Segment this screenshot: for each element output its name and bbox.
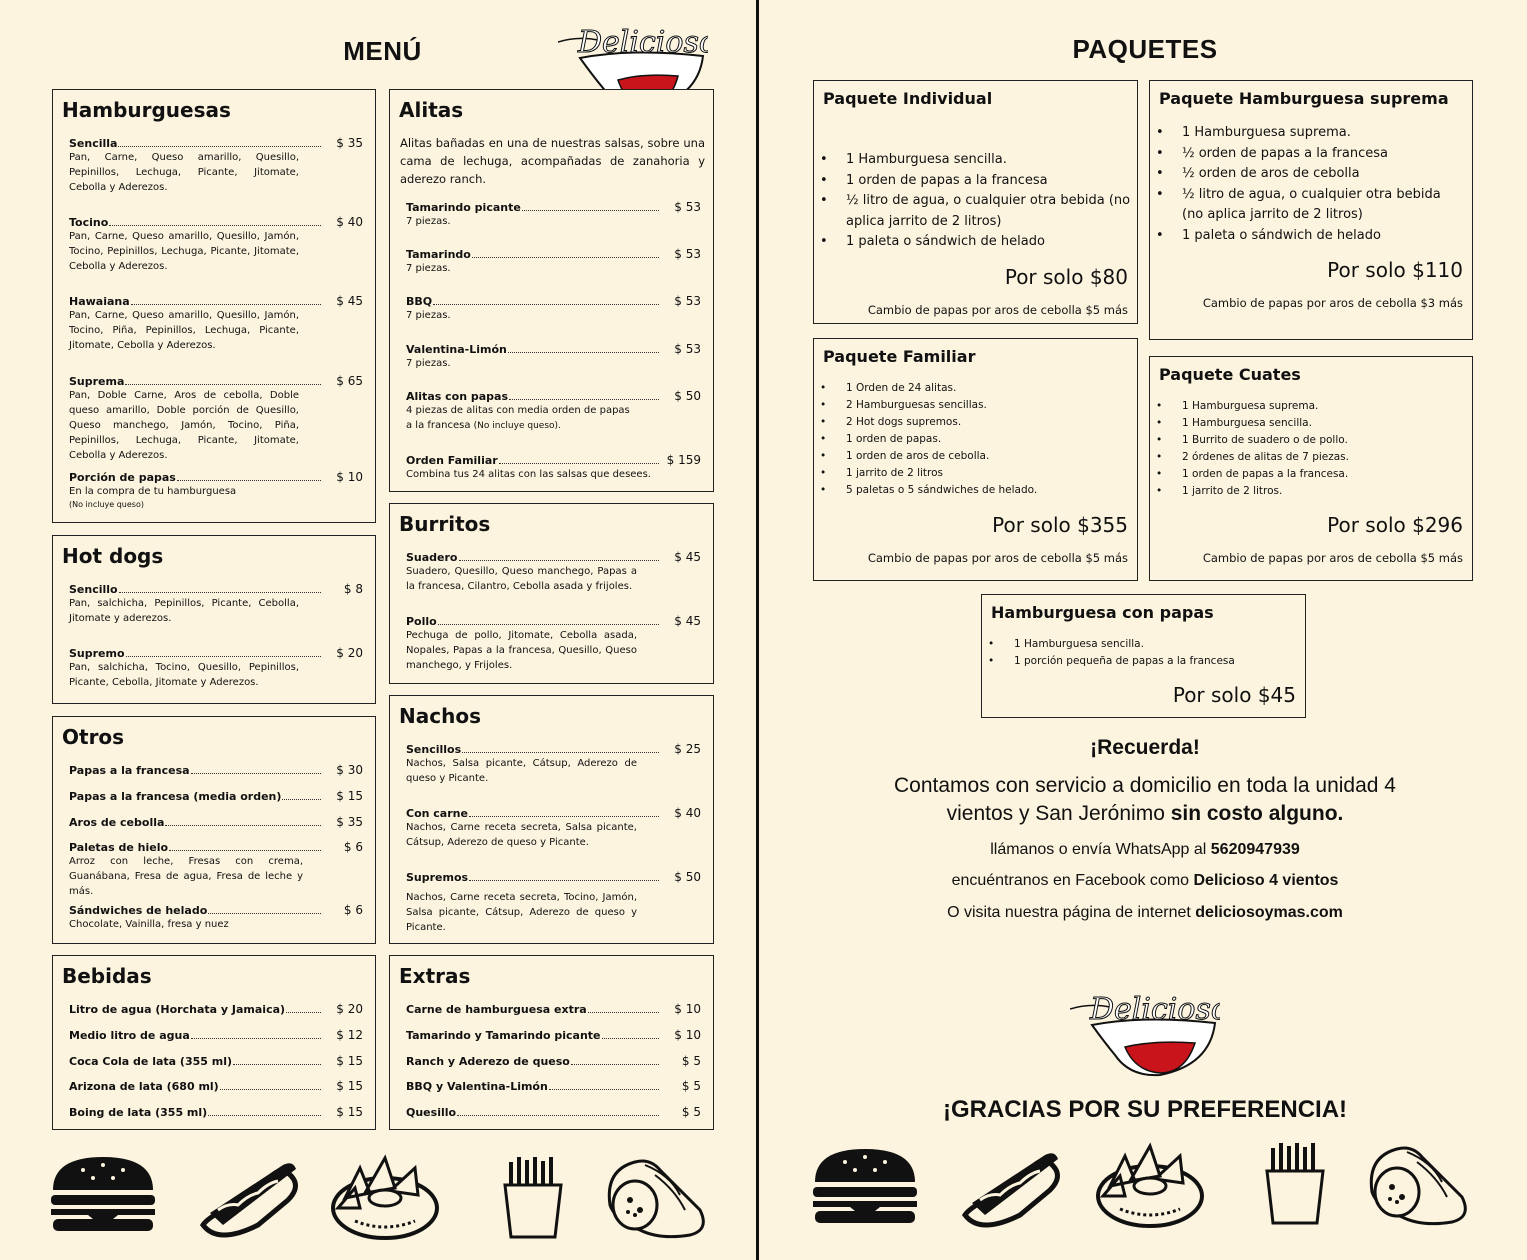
alitas-intro: Alitas bañadas en una de nuestras salsas, sobre una cama de lechuga, acompañadas de zanahoria y aderezo ranch. bbox=[400, 136, 705, 186]
paquete-list-item: • 1 Hamburguesa sencilla. bbox=[814, 150, 1131, 171]
paquete-note: Cambio de papas por aros de cebolla $3 más bbox=[1202, 296, 1463, 310]
burger-icon bbox=[813, 1149, 917, 1223]
item-price: $ 12 bbox=[336, 1028, 363, 1042]
paquete-title: Paquete Cuates bbox=[1159, 365, 1301, 384]
contact-phone-line: llámanos o envía WhatsApp al 5620947939 bbox=[990, 841, 1300, 858]
menu-item bbox=[69, 646, 363, 690]
item-desc: Pechuga de pollo, Jitomate, Cebolla asada, Nopales, Papas a la francesa, Quesillo, Queso manchego, y Frijoles. bbox=[406, 630, 637, 671]
item-name: Tamarindo picante bbox=[406, 201, 521, 214]
section-title-alitas: Alitas bbox=[399, 98, 464, 122]
item-desc: Chocolate, Vainilla, fresa y nuez bbox=[69, 919, 229, 930]
facebook-name: Delicioso 4 vientos bbox=[1193, 872, 1339, 889]
menu-item bbox=[406, 1028, 701, 1042]
paquete-note: Cambio de papas por aros de cebolla $5 más bbox=[867, 551, 1128, 565]
food-icons-right bbox=[810, 1137, 1480, 1242]
item-price: $ 45 bbox=[336, 294, 363, 308]
item-note: (No incluye queso) bbox=[69, 500, 144, 509]
paquete-list bbox=[814, 380, 1131, 499]
item-desc: 7 piezas. bbox=[406, 263, 451, 274]
menu-item bbox=[69, 1105, 363, 1119]
item-name: Aros de cebolla bbox=[69, 816, 165, 829]
item-name: Coca Cola de lata (355 ml) bbox=[69, 1055, 233, 1068]
paquete-individual bbox=[813, 80, 1138, 324]
item-price: $ 15 bbox=[336, 1105, 363, 1119]
menu-item bbox=[406, 870, 701, 935]
paquete-price: Por solo $355 bbox=[992, 513, 1128, 537]
item-price: $ 53 bbox=[674, 342, 701, 356]
item-name: Suadero bbox=[406, 551, 458, 564]
menu-item bbox=[69, 789, 363, 803]
menu-item bbox=[406, 342, 701, 371]
paquete-list-item: • ½ orden de aros de cebolla bbox=[1150, 164, 1466, 185]
paquete-cuates bbox=[1149, 356, 1473, 581]
fries-icon bbox=[505, 1157, 561, 1237]
menu-item bbox=[69, 1002, 363, 1016]
paquete-familiar bbox=[813, 338, 1138, 581]
item-desc: Pan, salchicha, Tocino, Quesillo, Pepinillos, Picante, Cebolla, Jitomate y Aderezos. bbox=[69, 662, 299, 688]
item-desc: 4 piezas de alitas con media orden de papas a la francesa (No incluye queso). bbox=[406, 405, 630, 431]
item-price: $ 50 bbox=[674, 389, 701, 403]
item-name: Tamarindo y Tamarindo picante bbox=[406, 1029, 601, 1042]
section-bebidas bbox=[52, 955, 376, 1130]
item-price: $ 5 bbox=[681, 1054, 701, 1068]
contact-web-line: O visita nuestra página de internet deliciosoymas.com bbox=[947, 904, 1343, 921]
paquete-list-item: • 2 órdenes de alitas de 7 piezas. bbox=[1150, 449, 1466, 466]
item-name: Paletas de hielo bbox=[69, 841, 169, 854]
paquete-list-item: • 1 Burrito de suadero o de pollo. bbox=[1150, 432, 1466, 449]
recuerda-heading: ¡Recuerda! bbox=[1090, 736, 1200, 759]
section-title-otros: Otros bbox=[62, 725, 125, 749]
item-name: Sencillo bbox=[69, 583, 118, 596]
item-name: Porción de papas bbox=[69, 471, 176, 484]
item-name: Medio litro de agua bbox=[69, 1029, 190, 1042]
burrito-icon bbox=[609, 1161, 703, 1237]
paquete-title: Paquete Individual bbox=[823, 89, 993, 108]
item-price: $ 15 bbox=[336, 789, 363, 803]
item-desc: Pan, Carne, Queso amarillo, Quesillo, Jamón, Tocino, Pepinillos, Lechuga, Picante, Jitomate, Cebolla y Aderezos. bbox=[69, 231, 299, 272]
menu-item bbox=[406, 1105, 701, 1119]
paquete-list bbox=[1150, 398, 1466, 500]
paquete-list-item: • 1 porción pequeña de papas a la francesa bbox=[982, 653, 1299, 670]
paquete-list-item: • ½ litro de agua, o cualquier otra bebida (no aplica jarrito de 2 litros) bbox=[1150, 185, 1466, 226]
item-note: (No incluye queso). bbox=[473, 421, 561, 431]
paquete-price: Por solo $45 bbox=[1172, 683, 1296, 707]
logo-text: Delicioso bbox=[578, 25, 708, 60]
item-desc: Combina tus 24 alitas con las salsas que desees. bbox=[406, 469, 651, 480]
paquete-list-item: • 1 paleta o sándwich de helado bbox=[814, 232, 1131, 253]
menu-item bbox=[69, 582, 363, 626]
section-title-hamburguesas: Hamburguesas bbox=[62, 98, 231, 122]
section-hotdogs bbox=[52, 535, 376, 704]
menu-item bbox=[69, 294, 363, 353]
paquete-list-item: • 1 Orden de 24 alitas. bbox=[814, 380, 1131, 397]
item-price: $ 40 bbox=[336, 215, 363, 229]
item-price: $ 15 bbox=[336, 1079, 363, 1093]
item-desc: Pan, Carne, Queso amarillo, Quesillo, Jamón, Tocino, Piña, Pepinillos, Lechuga, Picante, Jitomate, Cebolla y Aderezos. bbox=[69, 310, 299, 351]
item-name: Sencillos bbox=[406, 743, 462, 756]
contact-facebook-line: encuéntranos en Facebook como Delicioso 4 vientos bbox=[951, 872, 1339, 889]
item-name: Papas a la francesa bbox=[69, 764, 190, 777]
paquete-list bbox=[814, 150, 1131, 253]
section-hamburguesas bbox=[52, 89, 376, 523]
item-name: Con carne bbox=[406, 807, 468, 820]
paquete-list-item: • 1 orden de papas a la francesa. bbox=[1150, 466, 1466, 483]
paquete-price: Por solo $80 bbox=[1004, 265, 1128, 289]
item-desc: Nachos, Carne receta secreta, Salsa picante, Cátsup, Aderezo de queso y Picante. bbox=[406, 822, 637, 848]
delivery-free-text: sin costo alguno. bbox=[1170, 802, 1344, 825]
item-name: BBQ y Valentina-Limón bbox=[406, 1080, 548, 1093]
paquete-list-item: • 1 orden de papas. bbox=[814, 431, 1131, 448]
menu-item bbox=[406, 742, 701, 786]
item-price: $ 50 bbox=[674, 870, 701, 884]
paquete-list bbox=[1150, 123, 1466, 246]
item-price: $ 5 bbox=[681, 1105, 701, 1119]
item-price: $ 10 bbox=[674, 1028, 701, 1042]
paquete-list-item: • 1 Hamburguesa sencilla. bbox=[1150, 415, 1466, 432]
hotdog-icon bbox=[965, 1153, 1058, 1225]
item-price: $ 5 bbox=[681, 1079, 701, 1093]
item-name: Orden Familiar bbox=[406, 454, 498, 467]
menu-item bbox=[406, 614, 701, 673]
paquete-list-item: • 2 Hot dogs supremos. bbox=[814, 414, 1131, 431]
item-desc: 7 piezas. bbox=[406, 358, 451, 369]
menu-item bbox=[406, 247, 701, 276]
item-price: $ 8 bbox=[343, 582, 363, 596]
item-name: Boing de lata (355 ml) bbox=[69, 1106, 208, 1119]
item-price: $ 35 bbox=[336, 136, 363, 150]
item-name: Hawaiana bbox=[69, 295, 130, 308]
item-name: Carne de hamburguesa extra bbox=[406, 1003, 587, 1016]
burger-icon bbox=[51, 1157, 155, 1231]
item-name: Papas a la francesa (media orden) bbox=[69, 790, 282, 803]
paquete-suprema bbox=[1149, 80, 1473, 340]
paquete-list-item: • ½ orden de papas a la francesa bbox=[1150, 144, 1466, 165]
menu-item bbox=[69, 815, 363, 829]
menu-item bbox=[69, 470, 363, 511]
item-desc: Suadero, Quesillo, Queso manchego, Papas a la francesa, Cilantro, Cebolla asada y frijoles. bbox=[406, 566, 637, 592]
section-title-burritos: Burritos bbox=[399, 512, 491, 536]
menu-item bbox=[69, 1079, 363, 1093]
item-name: Alitas con papas bbox=[406, 390, 508, 403]
item-name: Supremos bbox=[406, 871, 469, 884]
logo-bottom bbox=[1070, 985, 1220, 1080]
menu-item bbox=[406, 1054, 701, 1068]
paquete-list-item: • ½ litro de agua, o cualquier otra bebida (no aplica jarrito de 2 litros) bbox=[814, 191, 1131, 232]
item-name: Litro de agua (Horchata y Jamaica) bbox=[69, 1003, 286, 1016]
paquete-price: Por solo $296 bbox=[1327, 513, 1463, 537]
section-alitas bbox=[389, 89, 714, 492]
menu-item bbox=[69, 136, 363, 195]
fries-icon bbox=[1267, 1143, 1323, 1223]
menu-item bbox=[69, 215, 363, 274]
paquete-list-item: • 1 Hamburguesa sencilla. bbox=[982, 636, 1299, 653]
paquete-list-item: • 2 Hamburguesas sencillas. bbox=[814, 397, 1131, 414]
menu-item bbox=[406, 550, 701, 594]
item-name: Suprema bbox=[69, 375, 125, 388]
item-name: Supremo bbox=[69, 647, 125, 660]
item-desc: Pan, salchicha, Pepinillos, Picante, Cebolla, Jitomate y aderezos. bbox=[69, 598, 299, 624]
section-extras bbox=[389, 955, 714, 1130]
menu-item bbox=[69, 903, 363, 932]
menu-item bbox=[406, 1002, 701, 1016]
paquetes-title: PAQUETES bbox=[1072, 34, 1218, 64]
menu-item bbox=[69, 763, 363, 777]
section-nachos bbox=[389, 695, 714, 944]
item-name: Sándwiches de helado bbox=[69, 904, 208, 917]
item-price: $ 10 bbox=[336, 470, 363, 484]
item-desc: Nachos, Carne receta secreta, Tocino, Jamón, Salsa picante, Cátsup, Aderezo de queso y Picante. bbox=[406, 892, 637, 933]
phone-number: 5620947939 bbox=[1210, 841, 1300, 858]
burrito-icon bbox=[1371, 1148, 1465, 1224]
website: deliciosoymas.com bbox=[1195, 904, 1343, 921]
item-desc: Arroz con leche, Fresas con crema, Guanábana, Fresa de agua, Fresa de leche y más. bbox=[69, 856, 303, 897]
item-name: Arizona de lata (680 ml) bbox=[69, 1080, 219, 1093]
section-title-nachos: Nachos bbox=[399, 704, 481, 728]
item-name: Pollo bbox=[406, 615, 437, 628]
item-price: $ 6 bbox=[343, 903, 363, 917]
menu-item bbox=[406, 453, 701, 482]
section-burritos bbox=[389, 503, 714, 684]
logo-text: Delicioso bbox=[1090, 992, 1220, 1027]
logo-bowl-icon bbox=[1070, 985, 1220, 1080]
item-price: $ 53 bbox=[674, 200, 701, 214]
item-name: Quesillo bbox=[406, 1106, 457, 1119]
paquete-note: Cambio de papas por aros de cebolla $5 más bbox=[867, 303, 1128, 317]
paquete-title: Hamburguesa con papas bbox=[991, 603, 1214, 622]
paquete-list-item: • 1 Hamburguesa suprema. bbox=[1150, 123, 1466, 144]
paquete-list-item: • 1 jarrito de 2 litros bbox=[814, 465, 1131, 482]
nachos-icon bbox=[333, 1158, 437, 1238]
item-price: $ 65 bbox=[336, 374, 363, 388]
menu-item bbox=[406, 1079, 701, 1093]
item-price: $ 25 bbox=[674, 742, 701, 756]
item-price: $ 40 bbox=[674, 806, 701, 820]
menu-item bbox=[69, 840, 363, 899]
paquete-note: Cambio de papas por aros de cebolla $5 más bbox=[1202, 551, 1463, 565]
section-title-bebidas: Bebidas bbox=[62, 964, 152, 988]
menu-item bbox=[406, 294, 701, 323]
delivery-line-2: vientos y San Jerónimo sin costo alguno. bbox=[946, 802, 1344, 825]
paquete-list-item: • 5 paletas o 5 sándwiches de helado. bbox=[814, 482, 1131, 499]
item-name: Ranch y Aderezo de queso bbox=[406, 1055, 570, 1068]
paquete-list-item: • 1 paleta o sándwich de helado bbox=[1150, 226, 1466, 247]
hotdog-icon bbox=[203, 1163, 296, 1235]
section-title-extras: Extras bbox=[399, 964, 471, 988]
item-price: $ 159 bbox=[666, 453, 701, 467]
item-name: BBQ bbox=[406, 295, 433, 308]
item-price: $ 30 bbox=[336, 763, 363, 777]
item-price: $ 20 bbox=[336, 646, 363, 660]
menu-item bbox=[69, 1054, 363, 1068]
item-price: $ 45 bbox=[674, 550, 701, 564]
page-divider bbox=[756, 0, 759, 1260]
item-name: Tamarindo bbox=[406, 248, 471, 261]
item-desc: 7 piezas. bbox=[406, 310, 451, 321]
section-otros bbox=[52, 716, 376, 944]
item-price: $ 45 bbox=[674, 614, 701, 628]
thanks-text: ¡GRACIAS POR SU PREFERENCIA! bbox=[942, 1096, 1348, 1123]
nachos-icon bbox=[1098, 1146, 1202, 1226]
item-name: Tocino bbox=[69, 216, 109, 229]
paquete-list-item: • 1 jarrito de 2 litros. bbox=[1150, 483, 1466, 500]
paquete-title: Paquete Familiar bbox=[823, 347, 976, 366]
menu-item bbox=[406, 200, 701, 229]
menu-title: MENÚ bbox=[343, 36, 422, 66]
paquete-price: Por solo $110 bbox=[1327, 258, 1463, 282]
delivery-line-1: Contamos con servicio a domicilio en toda la unidad 4 bbox=[894, 774, 1396, 797]
item-price: $ 20 bbox=[336, 1002, 363, 1016]
menu-item bbox=[406, 806, 701, 850]
menu-item bbox=[69, 1028, 363, 1042]
item-desc: Pan, Carne, Queso amarillo, Quesillo, Pepinillos, Lechuga, Picante, Jitomate, Cebolla y Aderezos. bbox=[69, 152, 299, 193]
item-price: $ 53 bbox=[674, 247, 701, 261]
item-desc: 7 piezas. bbox=[406, 216, 451, 227]
item-desc: Nachos, Salsa picante, Cátsup, Aderezo de queso y Picante. bbox=[406, 758, 637, 784]
paquete-list-item: • 1 orden de papas a la francesa bbox=[814, 171, 1131, 192]
item-name: Sencilla bbox=[69, 137, 118, 150]
food-icons-left bbox=[48, 1145, 718, 1250]
paquete-list-item: • 1 orden de aros de cebolla. bbox=[814, 448, 1131, 465]
item-name: Valentina-Limón bbox=[406, 343, 507, 356]
menu-item bbox=[406, 389, 701, 434]
item-desc: En la compra de tu hamburguesa bbox=[69, 486, 237, 497]
paquete-title: Paquete Hamburguesa suprema bbox=[1159, 89, 1449, 108]
item-price: $ 15 bbox=[336, 1054, 363, 1068]
item-price: $ 10 bbox=[674, 1002, 701, 1016]
item-price: $ 53 bbox=[674, 294, 701, 308]
section-title-hotdogs: Hot dogs bbox=[62, 544, 164, 568]
item-price: $ 6 bbox=[343, 840, 363, 854]
paquete-list bbox=[982, 636, 1299, 670]
menu-item bbox=[69, 374, 363, 463]
item-desc: Pan, Doble Carne, Aros de cebolla, Doble queso amarillo, Doble porción de Quesillo, Queso manchego, Jamón, Tocino, Piña, Pepinillos, Lechuga, Picante, Jitomate, Cebolla y Aderezos. bbox=[69, 390, 299, 461]
paquete-list-item: • 1 Hamburguesa suprema. bbox=[1150, 398, 1466, 415]
paquete-hamburguesa-con-papas bbox=[981, 594, 1306, 718]
item-price: $ 35 bbox=[336, 815, 363, 829]
